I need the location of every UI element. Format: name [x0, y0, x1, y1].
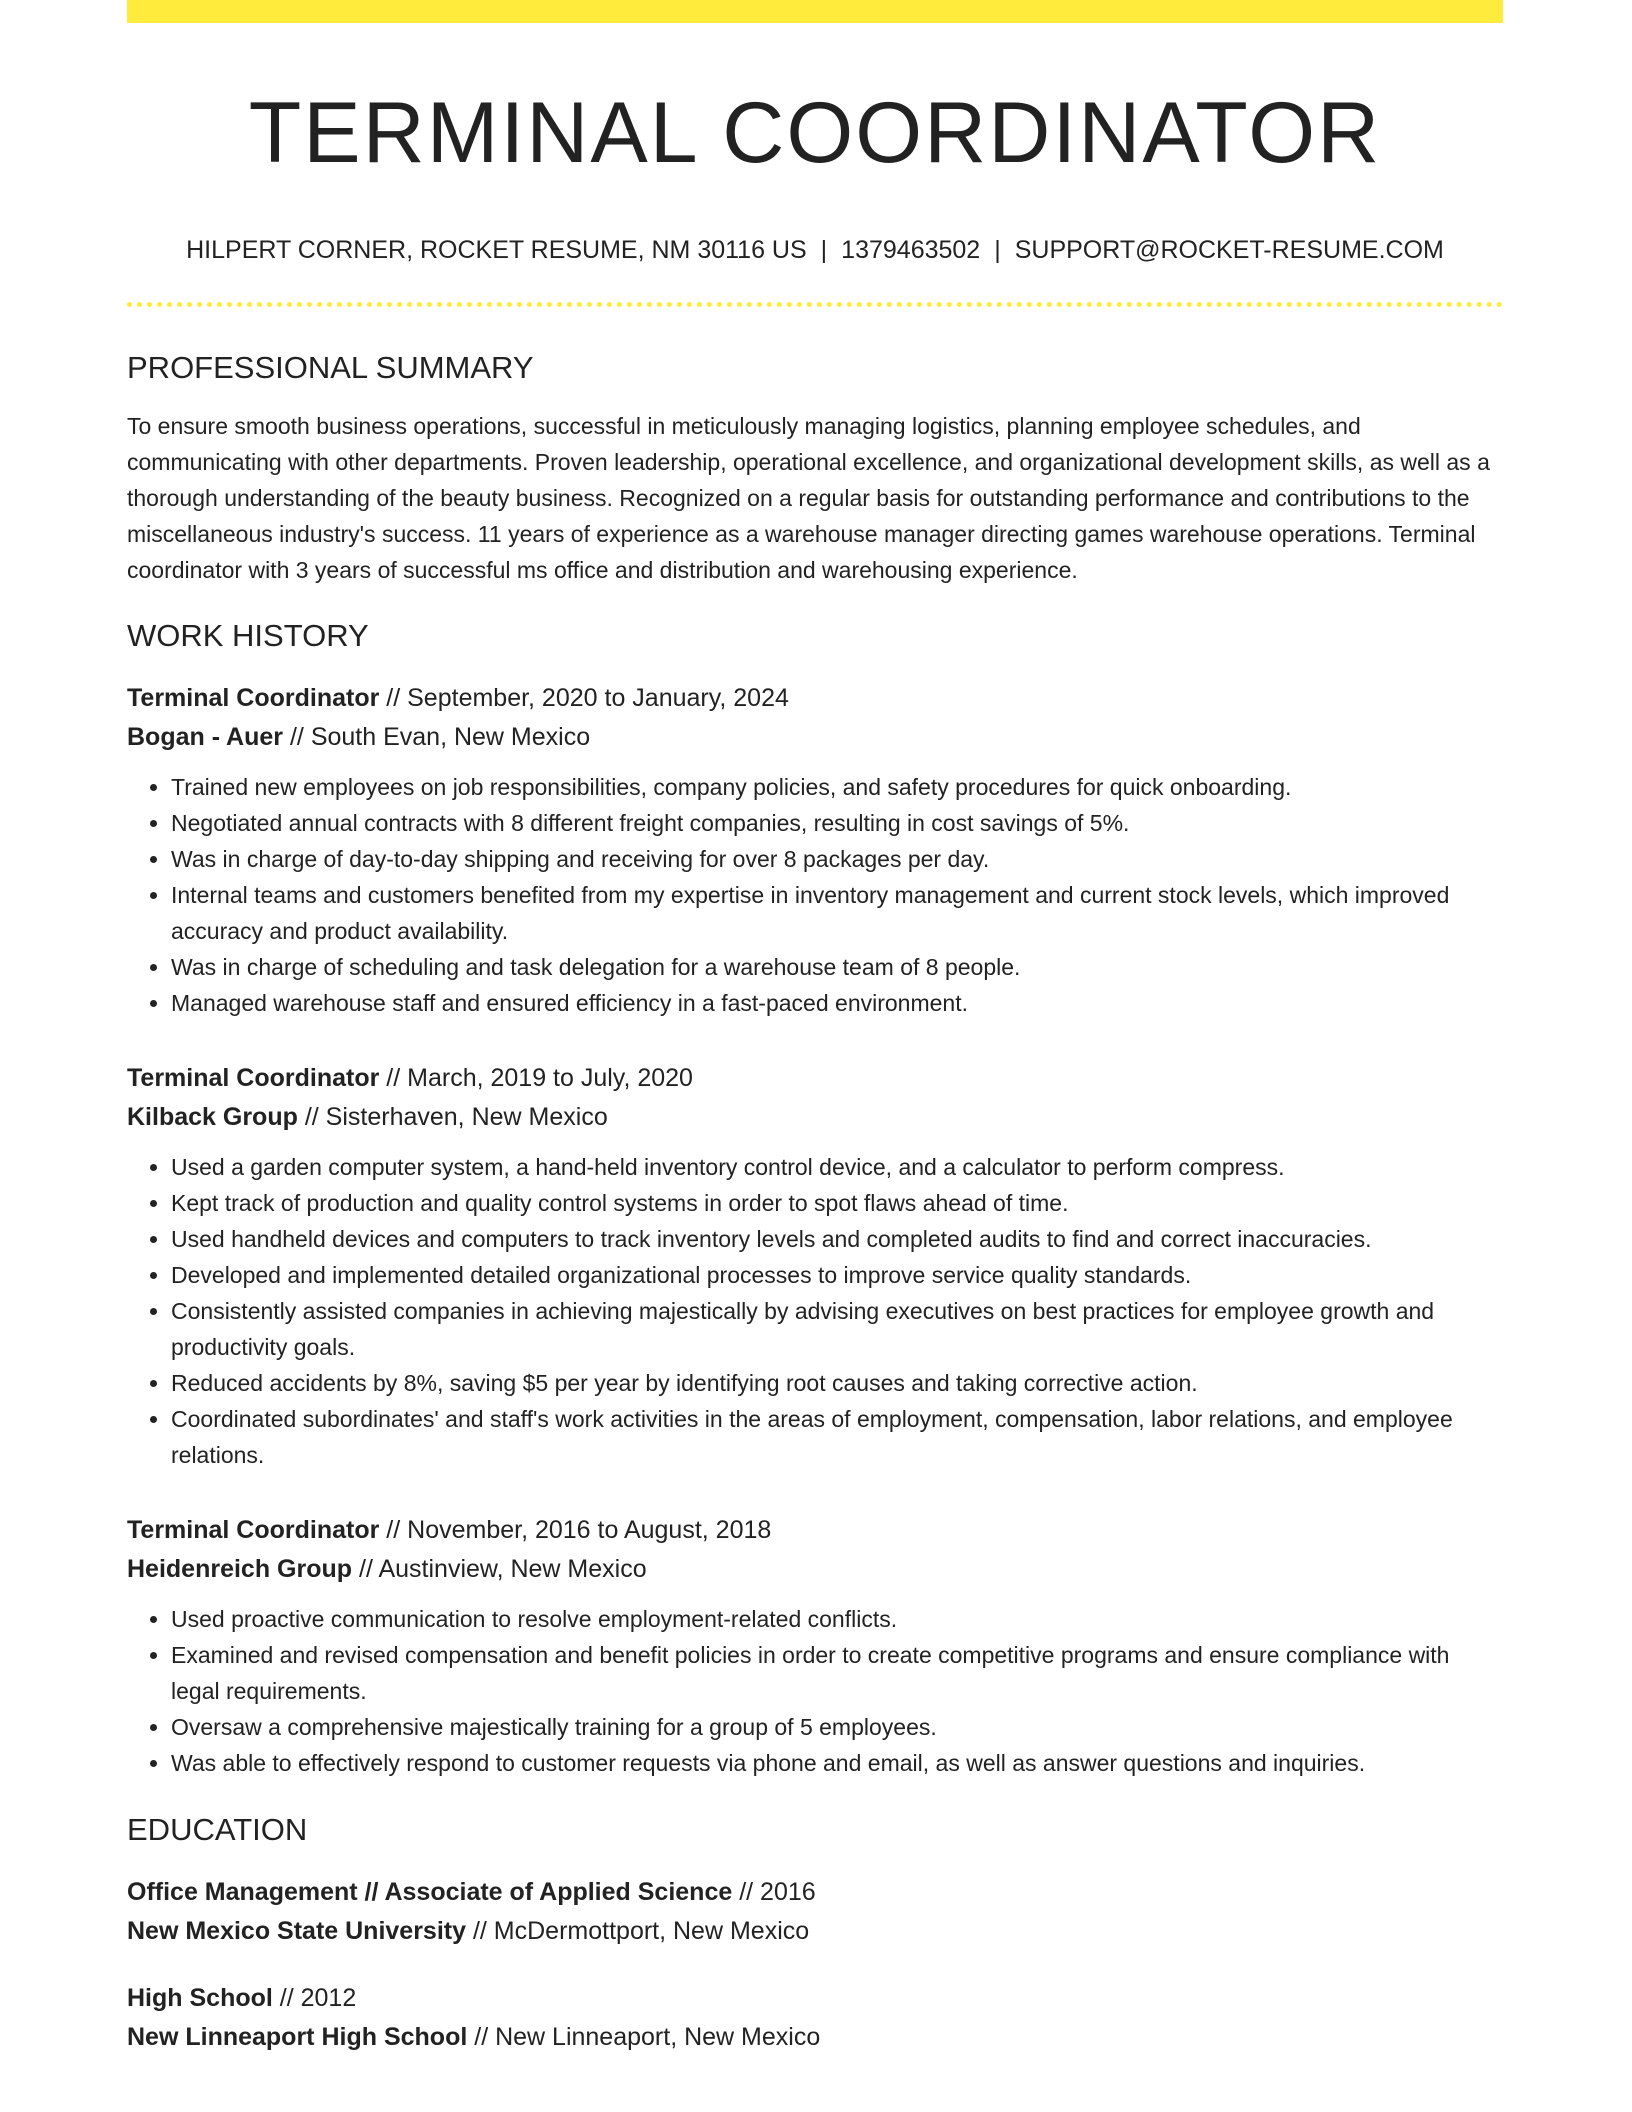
job-title-line [127, 679, 1503, 718]
list-item: • Reduced accidents by 8%, saving $5 per year by identifying root causes and taking corrective action. [171, 1365, 1503, 1401]
education-school: New Mexico State University [127, 1917, 467, 1945]
summary-text: To ensure smooth business operations, successful in meticulously managing logistics, planning employee schedules, and communicating with other departments. Proven leadership, operational excellence, and organizational development skills, as well as a thorough understanding of the beauty business. Recognized on a regular basis for outstanding performance and contributions to the miscellaneous industry's success. 11 years of experience as a warehouse manager directing games warehouse operations. Terminal coordinator with 3 years of successful ms office and distribution and warehousing experience. [127, 413, 1490, 583]
education-degree: High School [127, 1984, 273, 2012]
job-location: // Sisterhaven, New Mexico [304, 1103, 608, 1131]
job-bullets [127, 769, 1503, 1021]
list-item: • Was in charge of scheduling and task delegation for a warehouse team of 8 people. [171, 949, 1503, 985]
dotted-divider [127, 302, 1503, 307]
list-item: • Was able to effectively respond to customer requests via phone and email, as well as answer questions and inquiries. [171, 1745, 1503, 1781]
list-item: • Developed and implemented detailed organizational processes to improve service quality standards. [171, 1257, 1503, 1293]
job-dates: // September, 2020 to January, 2024 [386, 684, 789, 712]
education-degree-line [127, 1873, 1503, 1912]
job-dates: // November, 2016 to August, 2018 [386, 1516, 772, 1544]
education-heading: EDUCATION [127, 1812, 308, 1847]
job-role: Terminal Coordinator [127, 1064, 380, 1092]
job-role: Terminal Coordinator [127, 684, 380, 712]
list-item: • Examined and revised compensation and benefit policies in order to create competitive programs and ensure compliance with legal requirements. [171, 1637, 1503, 1709]
job-company: Bogan - Auer [127, 723, 284, 751]
job-title-line [127, 1059, 1503, 1098]
list-item: • Internal teams and customers benefited from my expertise in inventory management and current stock levels, which improved accuracy and product availability. [171, 877, 1503, 949]
job-company-line [127, 1098, 1503, 1137]
job-entry [127, 679, 1503, 1021]
work-history-heading: WORK HISTORY [127, 618, 369, 653]
job-entry [127, 1511, 1503, 1781]
job-company: Kilback Group [127, 1103, 298, 1131]
education-school-line [127, 1912, 1503, 1951]
contact-line [127, 235, 1503, 265]
list-item: • Was in charge of day-to-day shipping and receiving for over 8 packages per day. [171, 841, 1503, 877]
list-item: • Managed warehouse staff and ensured efficiency in a fast-paced environment. [171, 985, 1503, 1021]
contact-email[interactable]: SUPPORT@ROCKET-RESUME.COM [1014, 236, 1444, 264]
list-item: • Consistently assisted companies in achieving majestically by advising executives on best practices for employee growth and productivity goals. [171, 1293, 1503, 1365]
list-item: • Coordinated subordinates' and staff's work activities in the areas of employment, compensation, labor relations, and employee relations. [171, 1401, 1503, 1473]
job-company: Heidenreich Group [127, 1555, 353, 1583]
education-school-line [127, 2018, 1503, 2057]
list-item: • Negotiated annual contracts with 8 different freight companies, resulting in cost savings of 5%. [171, 805, 1503, 841]
list-item: • Used a garden computer system, a hand-held inventory control device, and a calculator to perform compress. [171, 1149, 1503, 1185]
list-item: • Oversaw a comprehensive majestically training for a group of 5 employees. [171, 1709, 1503, 1745]
education-year: // 2012 [279, 1984, 357, 2012]
education-entry [127, 1979, 1503, 2057]
contact-phone: 1379463502 [841, 236, 981, 264]
job-role: Terminal Coordinator [127, 1516, 380, 1544]
education-location: // New Linneaport, New Mexico [474, 2023, 821, 2051]
job-bullets [127, 1149, 1503, 1473]
education-school: New Linneaport High School [127, 2023, 468, 2051]
job-dates: // March, 2019 to July, 2020 [386, 1064, 693, 1092]
resume-page [127, 0, 1503, 2057]
job-location: // South Evan, New Mexico [289, 723, 591, 751]
top-accent-bar [127, 0, 1503, 23]
summary-heading: PROFESSIONAL SUMMARY [127, 350, 534, 385]
list-item: • Kept track of production and quality control systems in order to spot flaws ahead of time. [171, 1185, 1503, 1221]
contact-address: HILPERT CORNER, ROCKET RESUME, NM 30116 US [186, 236, 807, 264]
job-entry [127, 1059, 1503, 1473]
job-location: // Austinview, New Mexico [359, 1555, 647, 1583]
education-location: // McDermottport, New Mexico [472, 1917, 810, 1945]
list-item: • Used handheld devices and computers to track inventory levels and completed audits to find and correct inaccuracies. [171, 1221, 1503, 1257]
job-company-line [127, 718, 1503, 757]
job-company-line [127, 1550, 1503, 1589]
education-degree: Office Management // Associate of Applied Science [127, 1878, 733, 1906]
contact-separator: | [994, 236, 1001, 264]
education-year: // 2016 [739, 1878, 816, 1906]
job-bullets [127, 1601, 1503, 1781]
education-entry [127, 1873, 1503, 1951]
resume-name: TERMINAL COORDINATOR [248, 85, 1382, 181]
list-item: • Trained new employees on job responsibilities, company policies, and safety procedures for quick onboarding. [171, 769, 1503, 805]
list-item: • Used proactive communication to resolve employment-related conflicts. [171, 1601, 1503, 1637]
job-title-line [127, 1511, 1503, 1550]
education-degree-line [127, 1979, 1503, 2018]
contact-separator: | [820, 236, 828, 264]
